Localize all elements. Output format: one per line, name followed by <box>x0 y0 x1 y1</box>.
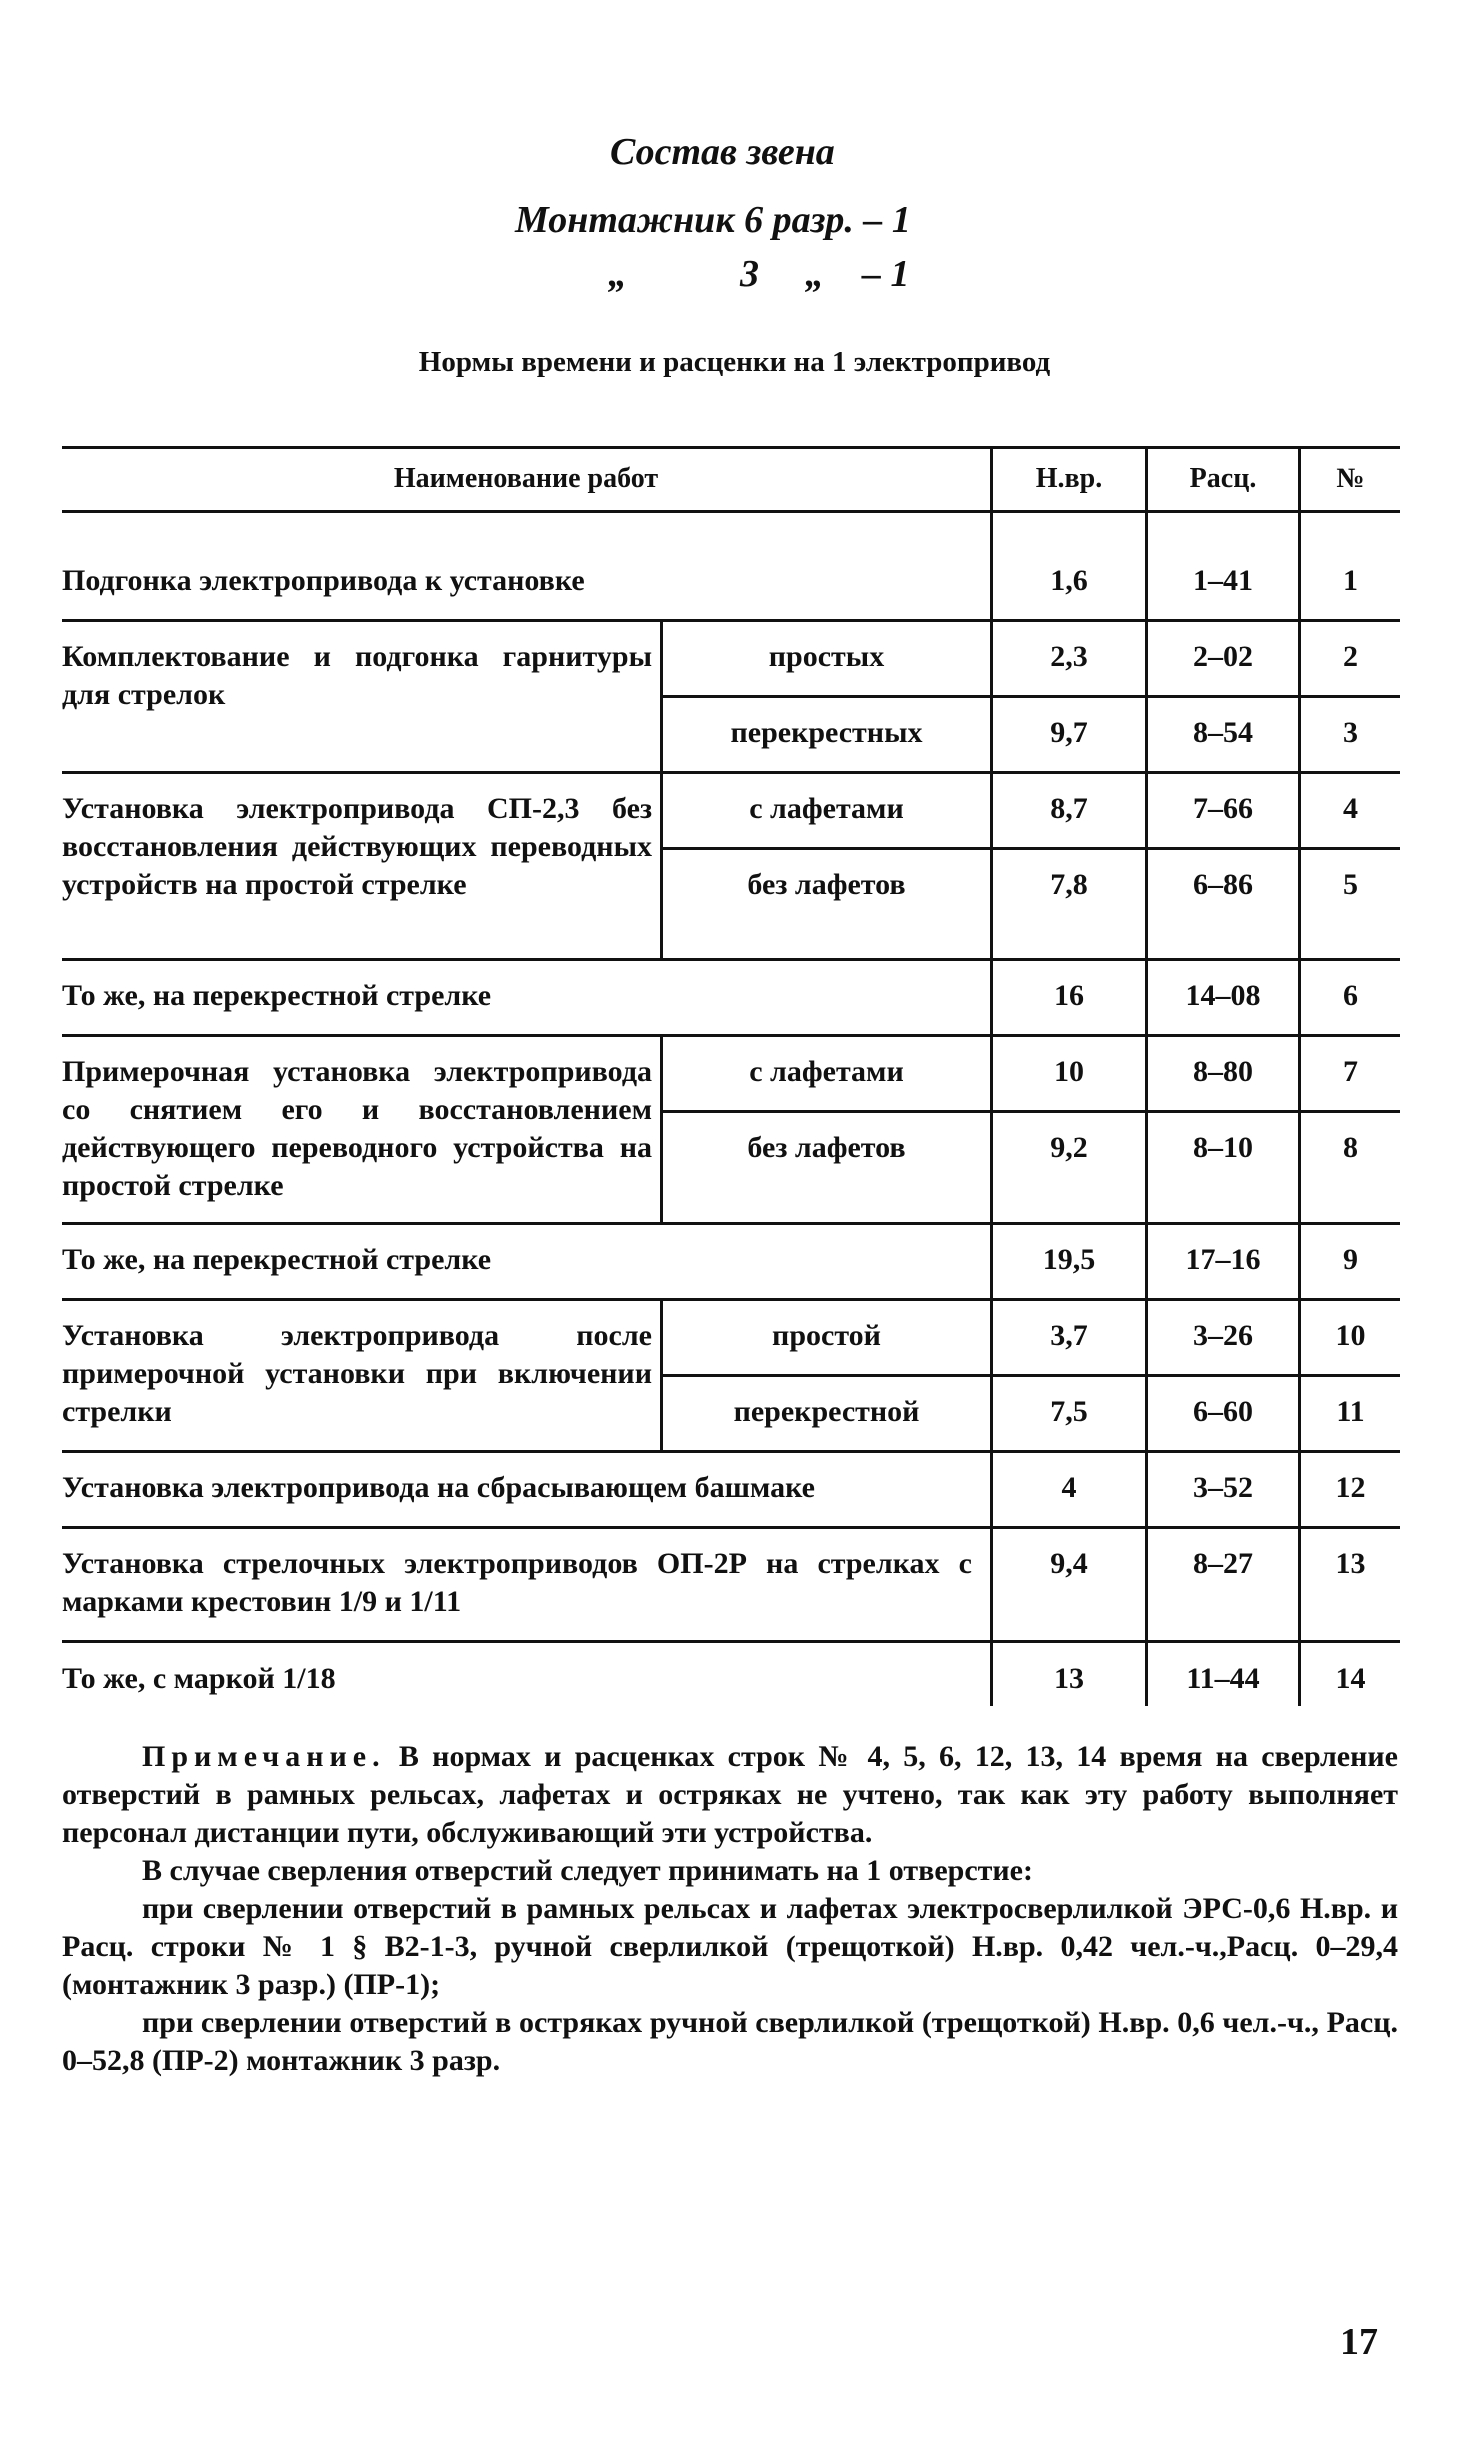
row-1-desc: Подгонка электропривода к установке <box>62 564 585 597</box>
row-9-num: 9 <box>1343 1243 1358 1276</box>
row-4-num: 4 <box>1343 792 1358 825</box>
crew-line-2-grade: 3 <box>740 253 759 295</box>
row-10-rate: 3–26 <box>1193 1319 1253 1352</box>
row-3-num: 3 <box>1343 716 1358 749</box>
row-8-rate: 8–10 <box>1193 1131 1253 1164</box>
row-14-desc: То же, с маркой 1/18 <box>62 1662 336 1695</box>
group-desc-7-8: Примерочная установка электропривода со снятием его и восстановлением действующего переводного устройства на простой стрелке <box>62 1055 652 1202</box>
note-paragraph-4: при сверлении отверстий в остряках ручной сверлилкой (трещоткой) Н.вр. 0,6 чел.-ч., Расц. 0–52,8 (ПР-2) монтажник 3 разр. <box>62 2006 1398 2077</box>
note-text-1: В нормах и расценках строк № 4, 5, 6, 12, 13, 14 время на сверление отверстий в рамных рельсах, лафетах и остряках не учтено, так как эту работу выполняет персонал дистанции пути, обслуживающий эти устройства. <box>62 1740 1399 1849</box>
row-1-time: 1,6 <box>1050 564 1088 597</box>
row-4-sub: с лафетами <box>749 792 904 825</box>
row-11-sub: перекрестной <box>733 1395 920 1428</box>
row-4-time: 8,7 <box>1050 792 1088 825</box>
row-5-sub: без лафетов <box>747 868 906 901</box>
row-2-num: 2 <box>1343 640 1358 673</box>
row-13-num: 13 <box>1335 1547 1366 1580</box>
row-8-num: 8 <box>1343 1131 1358 1164</box>
note <box>62 1738 1398 2080</box>
row-9-rate: 17–16 <box>1185 1243 1261 1276</box>
row-5-rate: 6–86 <box>1193 868 1253 901</box>
note-paragraph-3: при сверлении отверстий в рамных рельсах и лафетах электросверлилкой ЭРС-0,6 Н.вр. и Расц. строки № 1 § В2-1-3, ручной сверлилкой (трещоткой) Н.вр. 0,42 чел.-ч.,Расц. 0–29,4 (монтажник 3 разр.) (ПР-1); <box>62 1892 1398 2001</box>
row-5-num: 5 <box>1343 868 1358 901</box>
row-7-time: 10 <box>1054 1055 1084 1088</box>
row-6-rate: 14–08 <box>1185 979 1261 1012</box>
row-14-num: 14 <box>1335 1662 1366 1695</box>
row-6-time: 16 <box>1054 979 1084 1012</box>
row-4-rate: 7–66 <box>1193 792 1253 825</box>
row-1-rate: 1–41 <box>1193 564 1253 597</box>
header-work: Наименование работ <box>393 463 659 494</box>
norms-title: Нормы времени и расценки на 1 электропривод <box>418 346 1051 378</box>
row-11-rate: 6–60 <box>1193 1395 1253 1428</box>
row-13-time: 9,4 <box>1050 1547 1088 1580</box>
row-3-rate: 8–54 <box>1193 716 1253 749</box>
row-11-num: 11 <box>1336 1395 1365 1428</box>
row-8-time: 9,2 <box>1050 1131 1088 1164</box>
row-6-desc: То же, на перекрестной стрелке <box>62 979 492 1012</box>
row-12-rate: 3–52 <box>1193 1471 1253 1504</box>
row-2-rate: 2–02 <box>1193 640 1253 673</box>
crew-title: Состав звена <box>610 131 835 173</box>
row-6-num: 6 <box>1343 979 1358 1012</box>
group-desc-2-3: Комплектование и подгонка гарнитуры для стрелок <box>62 640 652 711</box>
note-label: Примечание. <box>142 1740 386 1773</box>
crew-line-1: Монтажник 6 разр. – 1 <box>515 199 911 241</box>
row-10-num: 10 <box>1335 1319 1366 1352</box>
crew-line-2-ditto: „ <box>608 253 627 295</box>
crew-line-2-count: – 1 <box>862 253 910 295</box>
note-paragraph-1 <box>62 1738 1398 1852</box>
header-rate: Расц. <box>1189 463 1257 494</box>
row-7-sub: с лафетами <box>749 1055 904 1088</box>
note-paragraph-2: В случае сверления отверстий следует принимать на 1 отверстие: <box>142 1854 1033 1887</box>
row-8-sub: без лафетов <box>747 1131 906 1164</box>
row-12-time: 4 <box>1061 1471 1077 1504</box>
group-desc-10-11: Установка электропривода после примерочной установки при включении стрелки <box>62 1319 652 1428</box>
row-5-time: 7,8 <box>1050 868 1088 901</box>
row-12-num: 12 <box>1335 1471 1366 1504</box>
row-11-time: 7,5 <box>1050 1395 1088 1428</box>
row-7-rate: 8–80 <box>1193 1055 1253 1088</box>
row-10-time: 3,7 <box>1050 1319 1088 1352</box>
row-1-num: 1 <box>1343 564 1358 597</box>
row-10-sub: простой <box>772 1319 881 1352</box>
row-3-time: 9,7 <box>1050 716 1088 749</box>
page-number: 17 <box>1340 2321 1378 2363</box>
group-desc-4-5: Установка электропривода СП-2,3 без восстановления действующих переводных устройств на простой стрелке <box>62 792 652 901</box>
row-3-sub: перекрестных <box>730 716 923 749</box>
header-num: № <box>1336 463 1365 494</box>
row-14-time: 13 <box>1054 1662 1084 1695</box>
row-13-rate: 8–27 <box>1193 1547 1253 1580</box>
row-7-num: 7 <box>1343 1055 1358 1088</box>
row-12-desc: Установка электропривода на сбрасывающем башмаке <box>62 1471 815 1504</box>
row-9-time: 19,5 <box>1042 1243 1096 1276</box>
row-9-desc: То же, на перекрестной стрелке <box>62 1243 492 1276</box>
row-13-desc: Установка стрелочных электроприводов ОП-2Р на стрелках с марками крестовин 1/9 и 1/11 <box>62 1547 972 1618</box>
header-time: Н.вр. <box>1035 463 1103 494</box>
row-14-rate: 11–44 <box>1186 1662 1260 1695</box>
row-2-time: 2,3 <box>1050 640 1088 673</box>
crew-line-2-ditto: „ <box>805 253 824 295</box>
row-2-sub: простых <box>768 640 885 673</box>
